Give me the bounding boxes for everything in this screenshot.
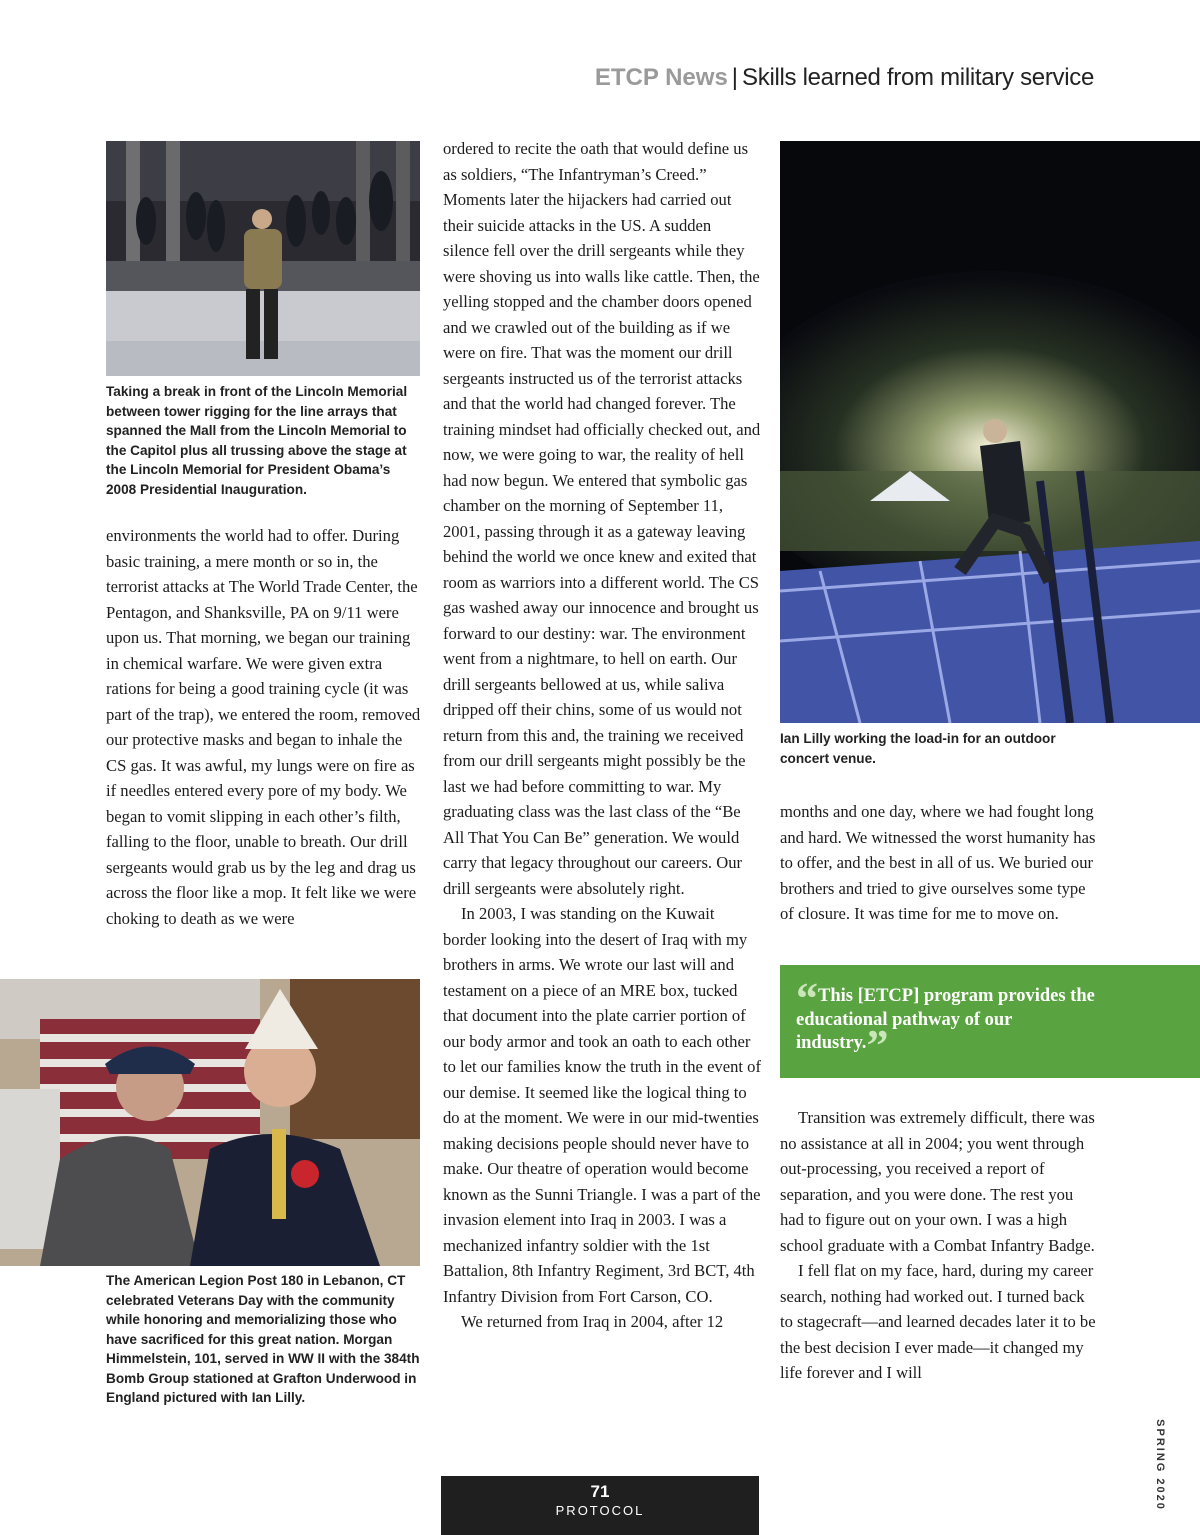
paragraph: months and one day, where we had fought long and hard. We witnessed the worst humanity has to offer, and the best in all of us. We buried our brothers and tried to give ourselves some type of closure. It was time for me to move on. bbox=[780, 802, 1096, 923]
running-header bbox=[595, 64, 1094, 92]
article-column-3-top bbox=[780, 799, 1096, 927]
photo-lincoln-memorial-image bbox=[106, 141, 420, 376]
paragraph: We returned from Iraq in 2004, after 12 bbox=[461, 1312, 724, 1331]
issue-label bbox=[1148, 1419, 1172, 1511]
header-separator: | bbox=[731, 64, 739, 91]
caption-american-legion: The American Legion Post 180 in Lebanon, CT celebrated Veterans Day with the community while honoring and memorializing those who have sacrificed for this great nation. Morgan Himmelstein, 101, served in WW II with the 384th Bomb Group stationed at Grafton Underwood in England pictured with Ian Lilly. bbox=[106, 1273, 420, 1405]
close-quote-icon: ” bbox=[866, 1021, 889, 1070]
paragraph: ordered to recite the oath that would define us as soldiers, “The Infantryman’s Creed.” Moments later the hijackers had carried out their suicide attacks in the US. A sudden silence fell over the drill sergeants while they were shoving us into walls like cattle. Then, the yelling stopped and the chamber doors opened and we crawled out of the building as if we were on fire. That was the moment our drill sergeants instructed us of the terrorist attacks and that the world had changed forever. The training mindset had officially checked out, and now, we were going to war, the reality of hell had now begun. We entered that symbolic gas chamber on the morning of September 11, 2001, passing through it as a gateway leaving behind the world we once knew and exited that room as warriors into a different world. The CS gas washed away our innocence and brought us forward to our destiny: war. The environment went from a nightmare, to hell on earth. Our drill sergeants bellowed at us, while saliva dripped off their chins, some of us would not return from this and, the training we received from our drill sergeants might possibly be the last we had before committing to war. My graduating class was the last class of the “Be All That You Can Be” generation. We would carry that legacy throughout our careers. Our drill sergeants were absolutely right. bbox=[443, 139, 761, 898]
page-number: 71 bbox=[590, 1482, 610, 1501]
article-column-2 bbox=[443, 136, 761, 1335]
paragraph: I fell flat on my face, hard, during my career search, nothing had worked out. I turned back to stagecraft—and learned decades later it to be the best decision I ever made—it changed my life forever and I will bbox=[780, 1261, 1096, 1382]
page-footer bbox=[441, 1476, 759, 1535]
pull-quote-text: This [ETCP] program provides the educational pathway of our industry. bbox=[796, 986, 1095, 1053]
caption-lincoln-memorial: Taking a break in front of the Lincoln Memorial between tower rigging for the line arrays that spanned the Mall from the Lincoln Memorial to the Capitol plus all trussing above the stage at the Lincoln Memorial for President Obama’s 2008 Presidential Inauguration. bbox=[106, 384, 408, 497]
publication-name: PROTOCOL bbox=[555, 1503, 645, 1518]
article-column-3-bottom bbox=[780, 1105, 1096, 1386]
paragraph: In 2003, I was standing on the Kuwait border looking into the desert of Iraq with my brothers in arms. We wrote our last will and testament on a piece of an MRE box, tucked that document into the plate carrier portion of our body armor and took an oath to each other to let our families know the truth in the event of our demise. It seemed like the logical thing to do at the moment. We were in our mid-twenties making decisions people should never have to make. Our theatre of operation would become known as the Sunni Triangle. I was a part of the invasion element into Iraq in 2003. I was a mechanized infantry soldier with the 1st Battalion, 8th Infantry Regiment, 3rd BCT, 4th Infantry Division from Fort Carson, CO. bbox=[443, 904, 761, 1306]
header-brand: ETCP News bbox=[594, 64, 728, 91]
photo-lincoln-memorial bbox=[106, 141, 420, 376]
photo-concert-venue-image bbox=[780, 141, 1200, 723]
caption-concert-venue: Ian Lilly working the load-in for an outdoor concert venue. bbox=[780, 731, 1056, 766]
pull-quote-text-block bbox=[796, 974, 1096, 1070]
article-column-1 bbox=[106, 523, 424, 931]
paragraph: Transition was extremely difficult, there was no assistance at all in 2004; you went through out-processing, you received a report of separation, and you were done. The rest you had to figure out on your own. I was a high school graduate with a Combat Infantry Badge. bbox=[780, 1108, 1095, 1255]
photo-american-legion-image bbox=[0, 979, 420, 1266]
pull-quote bbox=[780, 965, 1200, 1078]
photo-american-legion bbox=[0, 979, 420, 1266]
photo-concert-venue bbox=[780, 141, 1200, 723]
header-section-title: Skills learned from military service bbox=[742, 64, 1094, 91]
open-quote-icon: “ bbox=[796, 974, 818, 1023]
issue-label-text: SPRING 2020 bbox=[1154, 1419, 1166, 1511]
paragraph: environments the world had to offer. During basic training, a mere month or so in, the terrorist attacks at The World Trade Center, the Pentagon, and Shanksville, PA on 9/11 were upon us. That morning, we began our training in chemical warfare. We were given extra rations for being a good training cycle (it was part of the trap), we entered the room, removed our protective masks and began to inhale the CS gas. It was awful, my lungs were on fire as if needles entered every pore of my body. We began to vomit slipping in each other’s filth, falling to the floor, unable to breath. Our drill sergeants would grab us by the leg and drag us across the floor like a mop. It felt like we were choking to death as we were bbox=[106, 526, 421, 928]
